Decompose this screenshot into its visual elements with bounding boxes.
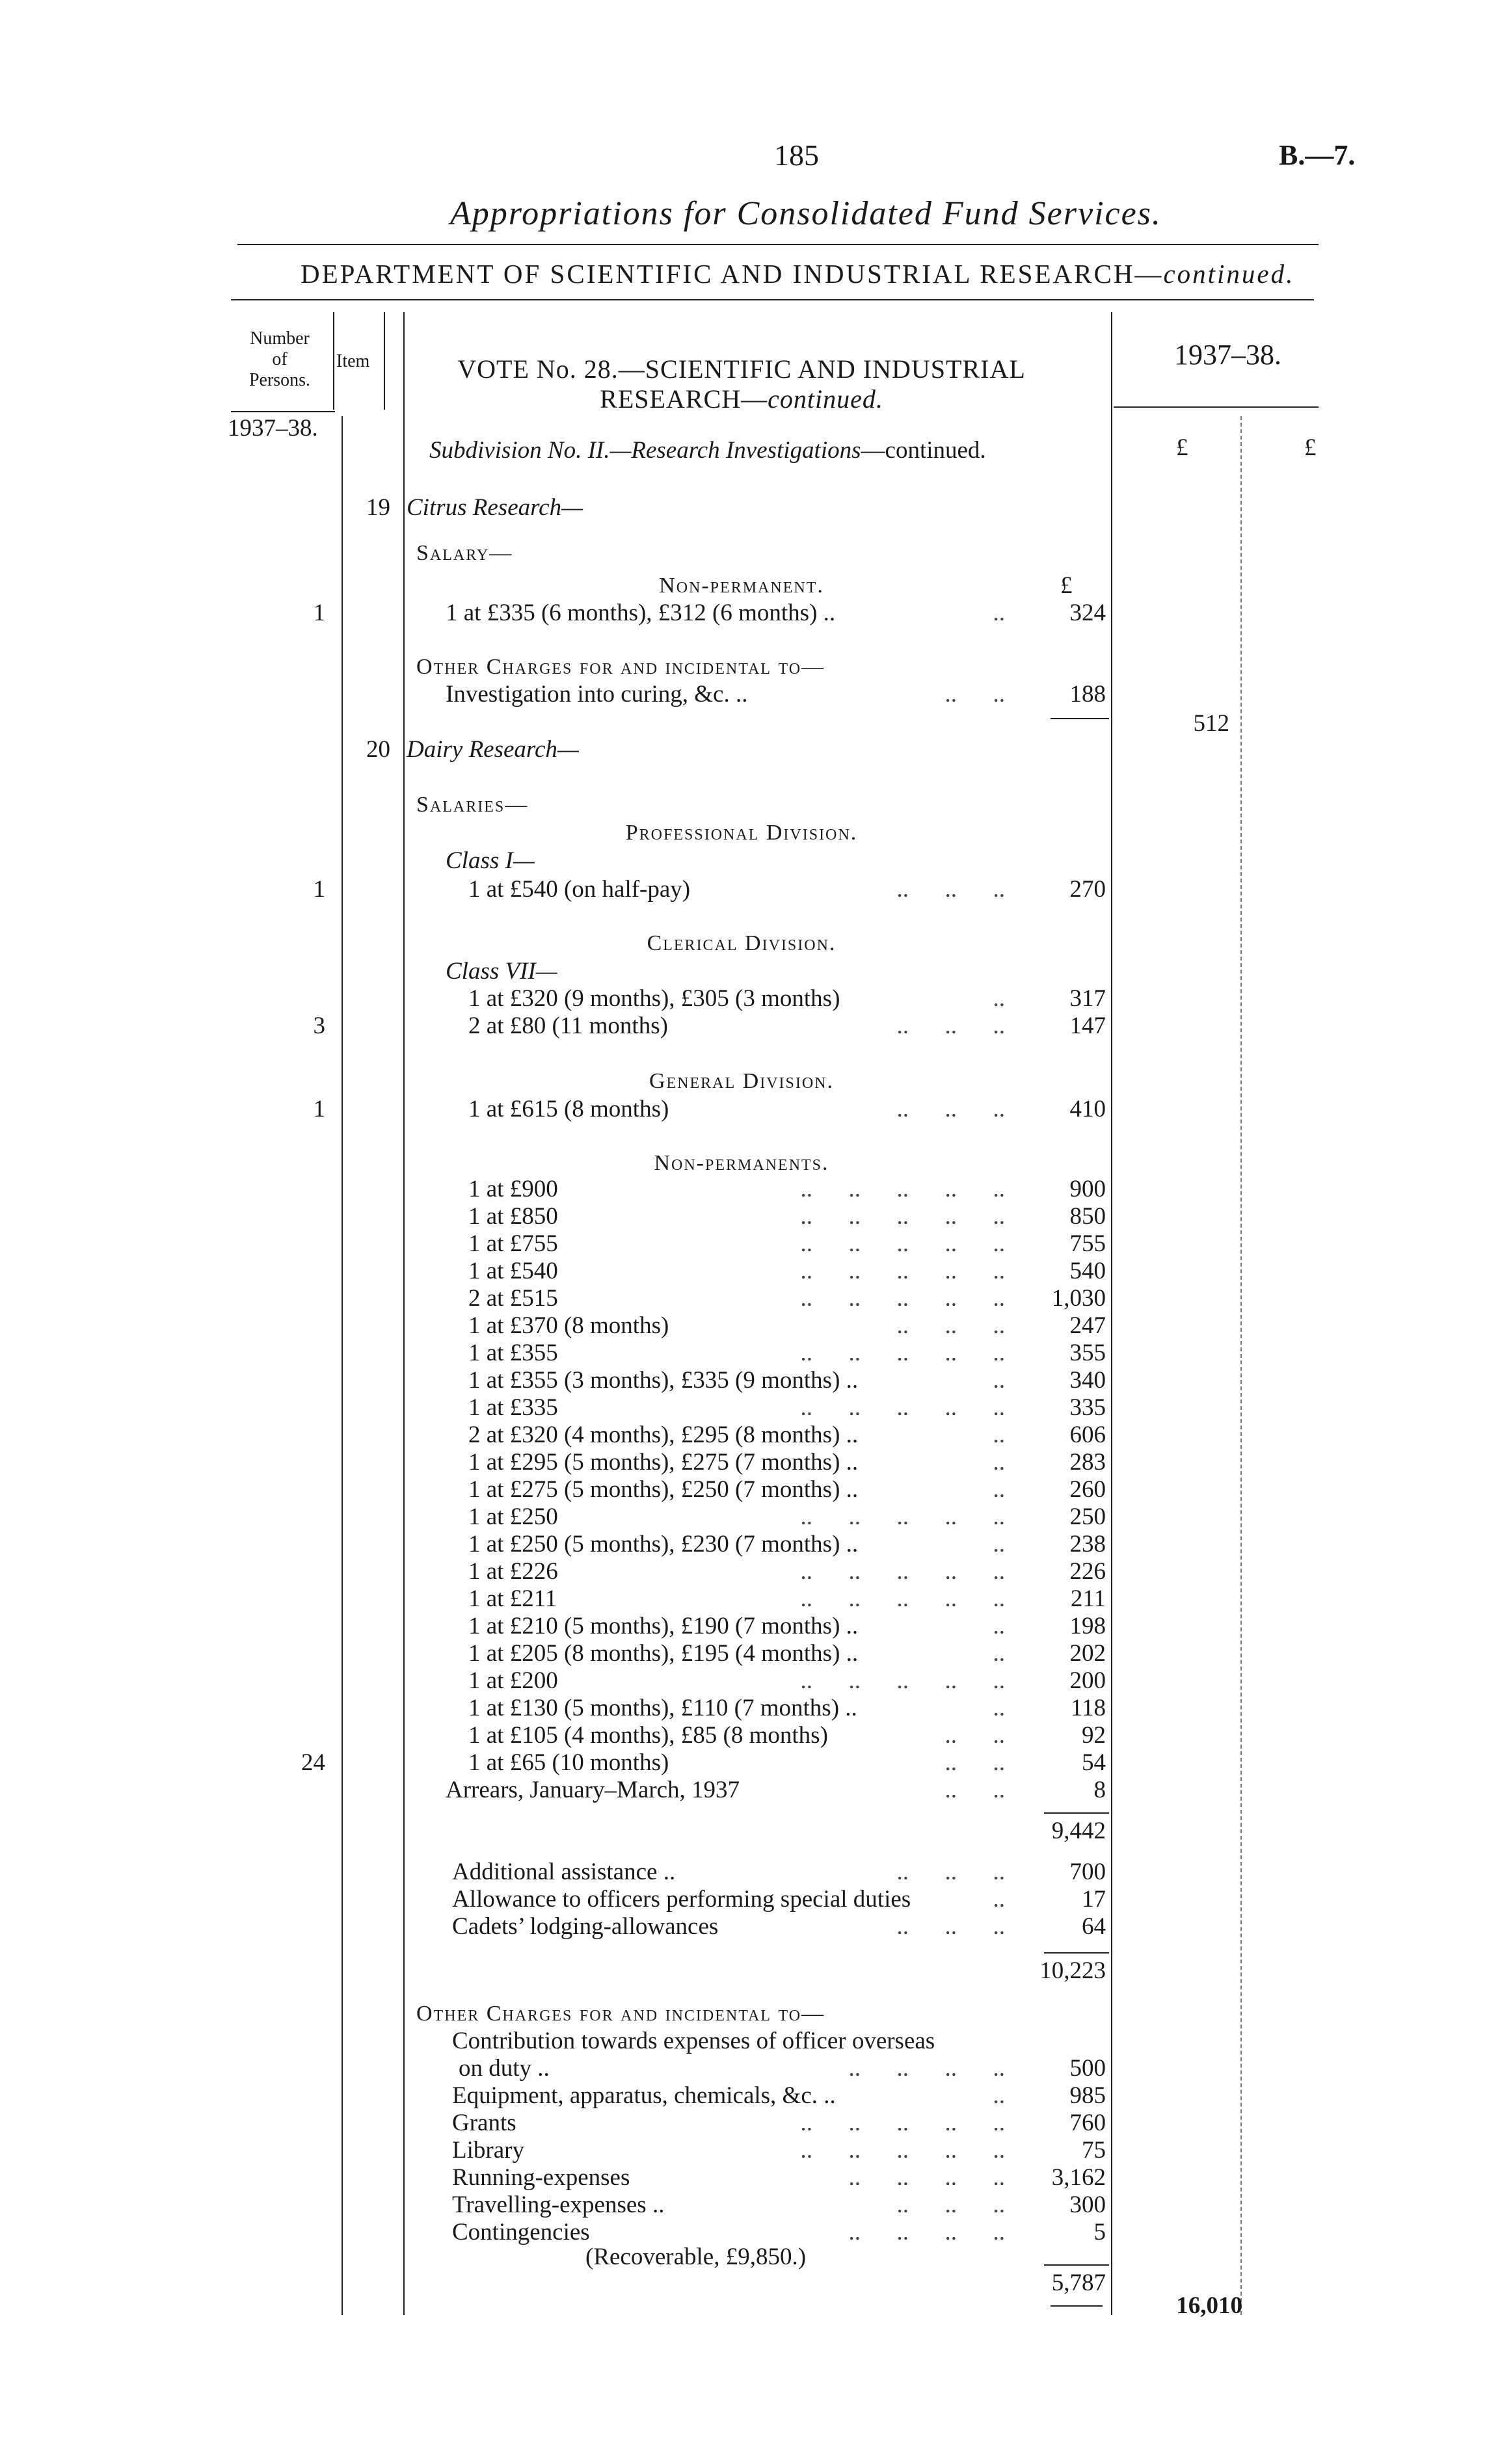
amount: 202: [1069, 1640, 1106, 1667]
amount: 340: [1069, 1367, 1106, 1394]
line-text: General Division.: [649, 1069, 835, 1093]
amount: 64: [1082, 1913, 1106, 1940]
persons-count: 3: [313, 1013, 325, 1039]
line-text: Travelling-expenses ..: [452, 2192, 665, 2218]
amount: 606: [1069, 1422, 1106, 1448]
line-text: 1 at £105 (4 months), £85 (8 months): [468, 1722, 828, 1749]
line-text: 1 at £615 (8 months): [468, 1096, 669, 1122]
amount: 75: [1082, 2137, 1106, 2164]
column-rule-item-header: [384, 312, 385, 410]
amount: 198: [1069, 1613, 1106, 1639]
subtotal-rule: [1044, 2264, 1109, 2266]
dot-leader: ..: [993, 1531, 1005, 1557]
line-text: 2 at £80 (11 months): [468, 1013, 668, 1039]
line-text: 1 at £226: [468, 1558, 558, 1585]
dot-leader: .. .. .. .. ..: [800, 2110, 1005, 2136]
dot-leader: .. .. .. ..: [848, 2164, 1005, 2191]
header-rule-top: [237, 244, 1319, 245]
dot-leader: .. .. ..: [896, 1913, 1005, 1940]
dot-leader: .. .. .. ..: [848, 2055, 1005, 2082]
line-text: Non-permanents.: [654, 1151, 829, 1175]
amount: 238: [1069, 1531, 1106, 1557]
dot-leader: .. .. ..: [896, 2192, 1005, 2218]
page-title: Appropriations for Consolidated Fund Services.: [450, 195, 1162, 232]
year-header: 1937–38.: [1174, 339, 1281, 371]
line-text: Running-expenses: [452, 2164, 630, 2191]
amount: 247: [1069, 1312, 1106, 1339]
line-text: 1 at £755: [468, 1230, 558, 1257]
dot-leader: .. .. .. .. ..: [800, 1394, 1005, 1421]
amount: 200: [1069, 1667, 1106, 1694]
amount: 250: [1069, 1504, 1106, 1530]
line-text: Grants: [452, 2110, 516, 2136]
line-text: 1 at £295 (5 months), £275 (7 months) ..: [468, 1449, 859, 1476]
line-text: 1 at £205 (8 months), £195 (4 months) ..: [468, 1640, 859, 1667]
amount: 300: [1069, 2192, 1106, 2218]
amount: 900: [1069, 1176, 1106, 1202]
amount: 760: [1069, 2110, 1106, 2136]
item-header: Item: [336, 351, 370, 371]
dot-leader: .. .. ..: [896, 1859, 1005, 1885]
line-text: Equipment, apparatus, chemicals, &c. ..: [452, 2082, 836, 2109]
subtotal-rule: [1044, 1952, 1109, 1954]
vote-heading: VOTE No. 28.—SCIENTIFIC AND INDUSTRIAL RESEARCH—continued.: [457, 354, 1026, 414]
line-text: 1 at £355: [468, 1340, 558, 1366]
dot-leader: .. .. ..: [896, 1312, 1005, 1339]
column-rule-total: [1240, 416, 1242, 2315]
line-text: 1 at £210 (5 months), £190 (7 months) ..: [468, 1613, 859, 1639]
line-text: (Recoverable, £9,850.): [585, 2244, 807, 2270]
dot-leader: ..: [993, 1886, 1005, 1913]
line-text: Citrus Research—: [407, 494, 583, 521]
dot-leader: .. ..: [944, 681, 1005, 708]
dot-leader: ..: [993, 1695, 1005, 1721]
amount: 8: [1093, 1777, 1106, 1803]
line-text: 1 at £370 (8 months): [468, 1312, 669, 1339]
line-text: Cadets’ lodging-allowances: [452, 1913, 719, 1940]
line-text: 1 at £540 (on half-pay): [468, 876, 691, 903]
page-number: 185: [774, 139, 819, 172]
line-text: 1 at £355 (3 months), £335 (9 months) ..: [468, 1367, 859, 1394]
line-text: Allowance to officers performing special duties: [452, 1886, 911, 1913]
line-text: 1 at £275 (5 months), £250 (7 months) ..: [468, 1476, 859, 1503]
dot-leader: ..: [993, 1449, 1005, 1476]
dot-leader: .. ..: [944, 1777, 1005, 1803]
dot-leader: .. .. ..: [896, 1013, 1005, 1039]
citrus-research-total: 512: [1193, 710, 1229, 737]
dot-leader: .. .. .. .. ..: [800, 1504, 1005, 1530]
line-text: 1 at £320 (9 months), £305 (3 months): [468, 985, 840, 1012]
line-text: Professional Division.: [625, 821, 858, 845]
column-rule-amount: [1111, 312, 1112, 2315]
amount: 410: [1069, 1096, 1106, 1122]
line-text: Contingencies: [452, 2219, 590, 2245]
line-text: Investigation into curing, &c. ..: [446, 681, 748, 708]
dot-leader: ..: [993, 1422, 1005, 1448]
dot-leader: ..: [993, 1476, 1005, 1503]
line-text: 1 at £900: [468, 1176, 558, 1202]
line-text: Salary—: [416, 541, 513, 565]
amount: 260: [1069, 1476, 1106, 1503]
dot-leader: .. ..: [944, 1749, 1005, 1776]
amount: 226: [1069, 1558, 1106, 1585]
line-text: 1 at £65 (10 months): [468, 1749, 669, 1776]
dot-leader: .. .. .. .. ..: [800, 1558, 1005, 1585]
line-text: 1 at £200: [468, 1667, 558, 1694]
header-rule-bottom: [231, 299, 1314, 300]
line-text: Contribution towards expenses of officer overseas: [452, 2028, 935, 2054]
amount: 324: [1069, 600, 1106, 626]
persons-count: 1: [313, 876, 325, 903]
subtotal-amount: 5,787: [1051, 2270, 1106, 2296]
column-rule-item: [403, 312, 405, 2315]
persons-year-label: 1937–38.: [228, 415, 318, 442]
persons-header-rule: [231, 411, 335, 412]
amount: 17: [1082, 1886, 1106, 1913]
department-heading: DEPARTMENT OF SCIENTIFIC AND INDUSTRIAL RESEARCH—continued.: [301, 259, 1295, 289]
subtotal-amount: 10,223: [1039, 1957, 1106, 1984]
subdivision-heading: Subdivision No. II.—Research Investigations—continued.: [429, 437, 986, 464]
dot-leader: .. .. .. .. ..: [800, 1285, 1005, 1312]
column-rule-persons-header: [333, 312, 334, 410]
amount: 335: [1069, 1394, 1106, 1421]
amount: 1,030: [1051, 1285, 1106, 1312]
line-text: 1 at £335 (6 months), £312 (6 months) ..: [446, 600, 836, 626]
line-text: Library: [452, 2137, 524, 2164]
amount: 211: [1070, 1585, 1106, 1612]
dot-leader: .. .. .. .. ..: [800, 1667, 1005, 1694]
line-text: 1 at £130 (5 months), £110 (7 months) ..: [468, 1695, 857, 1721]
line-text: Other Charges for and incidental to—: [416, 655, 825, 679]
dot-leader: ..: [993, 1613, 1005, 1639]
subtotal-rule: [1044, 1812, 1109, 1814]
number-of-persons-header: Number of Persons.: [248, 328, 311, 390]
amount: 147: [1069, 1013, 1106, 1039]
section-rule: [1051, 718, 1109, 719]
line-text: 1 at £335: [468, 1394, 558, 1421]
amount: 270: [1069, 876, 1106, 903]
total-rule: [1051, 2305, 1103, 2307]
dot-leader: .. .. .. .. ..: [800, 1585, 1005, 1612]
dot-leader: .. .. .. .. ..: [800, 1258, 1005, 1284]
amount: 540: [1069, 1258, 1106, 1284]
line-text: 2 at £320 (4 months), £295 (8 months) ..: [468, 1422, 859, 1448]
year-header-rule: [1114, 406, 1319, 408]
line-text: 2 at £515: [468, 1285, 558, 1312]
amount: 985: [1069, 2082, 1106, 2109]
amount: 850: [1069, 1203, 1106, 1230]
amount: 92: [1082, 1722, 1106, 1749]
pound-sign-column-1: £: [1176, 434, 1188, 461]
amount: 3,162: [1051, 2164, 1106, 2191]
dot-leader: ..: [993, 2082, 1005, 2109]
item-number: 20: [366, 736, 390, 763]
persons-count: 1: [313, 600, 325, 626]
dot-leader: .. .. .. .. ..: [800, 1203, 1005, 1230]
amount: 317: [1069, 985, 1106, 1012]
dot-leader: .. ..: [944, 1722, 1005, 1749]
amount: 118: [1070, 1695, 1106, 1721]
dot-leader: .. .. ..: [896, 876, 1005, 903]
line-text: Non-permanent.: [659, 574, 824, 598]
amount: 283: [1069, 1449, 1106, 1476]
subtotal-amount: 9,442: [1051, 1818, 1106, 1844]
line-text: Class VII—: [446, 958, 557, 985]
item-number: 19: [366, 494, 390, 521]
dot-leader: ..: [993, 1640, 1005, 1667]
document-reference: B.—7.: [1279, 139, 1356, 171]
line-text: Arrears, January–March, 1937: [446, 1777, 740, 1803]
line-text: Other Charges for and incidental to—: [416, 2002, 825, 2026]
amount: 54: [1082, 1749, 1106, 1776]
dot-leader: .. .. .. .. ..: [800, 1340, 1005, 1366]
pound-sign-column-2: £: [1304, 434, 1317, 461]
amount: 188: [1069, 681, 1106, 708]
line-text: Dairy Research—: [407, 736, 579, 763]
amount: 500: [1069, 2055, 1106, 2082]
line-text: on duty ..: [459, 2055, 550, 2082]
amount: 355: [1069, 1340, 1106, 1366]
dot-leader: .. .. ..: [896, 1096, 1005, 1122]
dairy-research-total: 16,010: [1176, 2292, 1242, 2319]
line-text: Class I—: [446, 847, 535, 874]
persons-count: 1: [313, 1096, 325, 1122]
line-text: 1 at £211: [468, 1585, 557, 1612]
dot-leader: .. .. .. .. ..: [800, 1230, 1005, 1257]
line-text: 1 at £540: [468, 1258, 558, 1284]
line-text: Additional assistance ..: [452, 1859, 676, 1885]
amount: 700: [1069, 1859, 1106, 1885]
amount: 755: [1069, 1230, 1106, 1257]
line-text: 1 at £250 (5 months), £230 (7 months) ..: [468, 1531, 859, 1557]
amount: 5: [1093, 2219, 1106, 2245]
persons-count: 24: [301, 1749, 325, 1776]
dot-leader: .. .. .. .. ..: [800, 2137, 1005, 2164]
dot-leader: .. .. .. ..: [848, 2219, 1005, 2245]
dot-leader: ..: [993, 1367, 1005, 1394]
dot-leader: ..: [993, 985, 1005, 1012]
column-rule-persons: [342, 416, 343, 2315]
line-text: 1 at £250: [468, 1504, 558, 1530]
line-text: Clerical Division.: [647, 931, 837, 955]
line-text: £: [1060, 572, 1073, 599]
line-text: 1 at £850: [468, 1203, 558, 1230]
dot-leader: ..: [993, 600, 1005, 626]
dot-leader: .. .. .. .. ..: [800, 1176, 1005, 1202]
line-text: Salaries—: [416, 793, 529, 817]
